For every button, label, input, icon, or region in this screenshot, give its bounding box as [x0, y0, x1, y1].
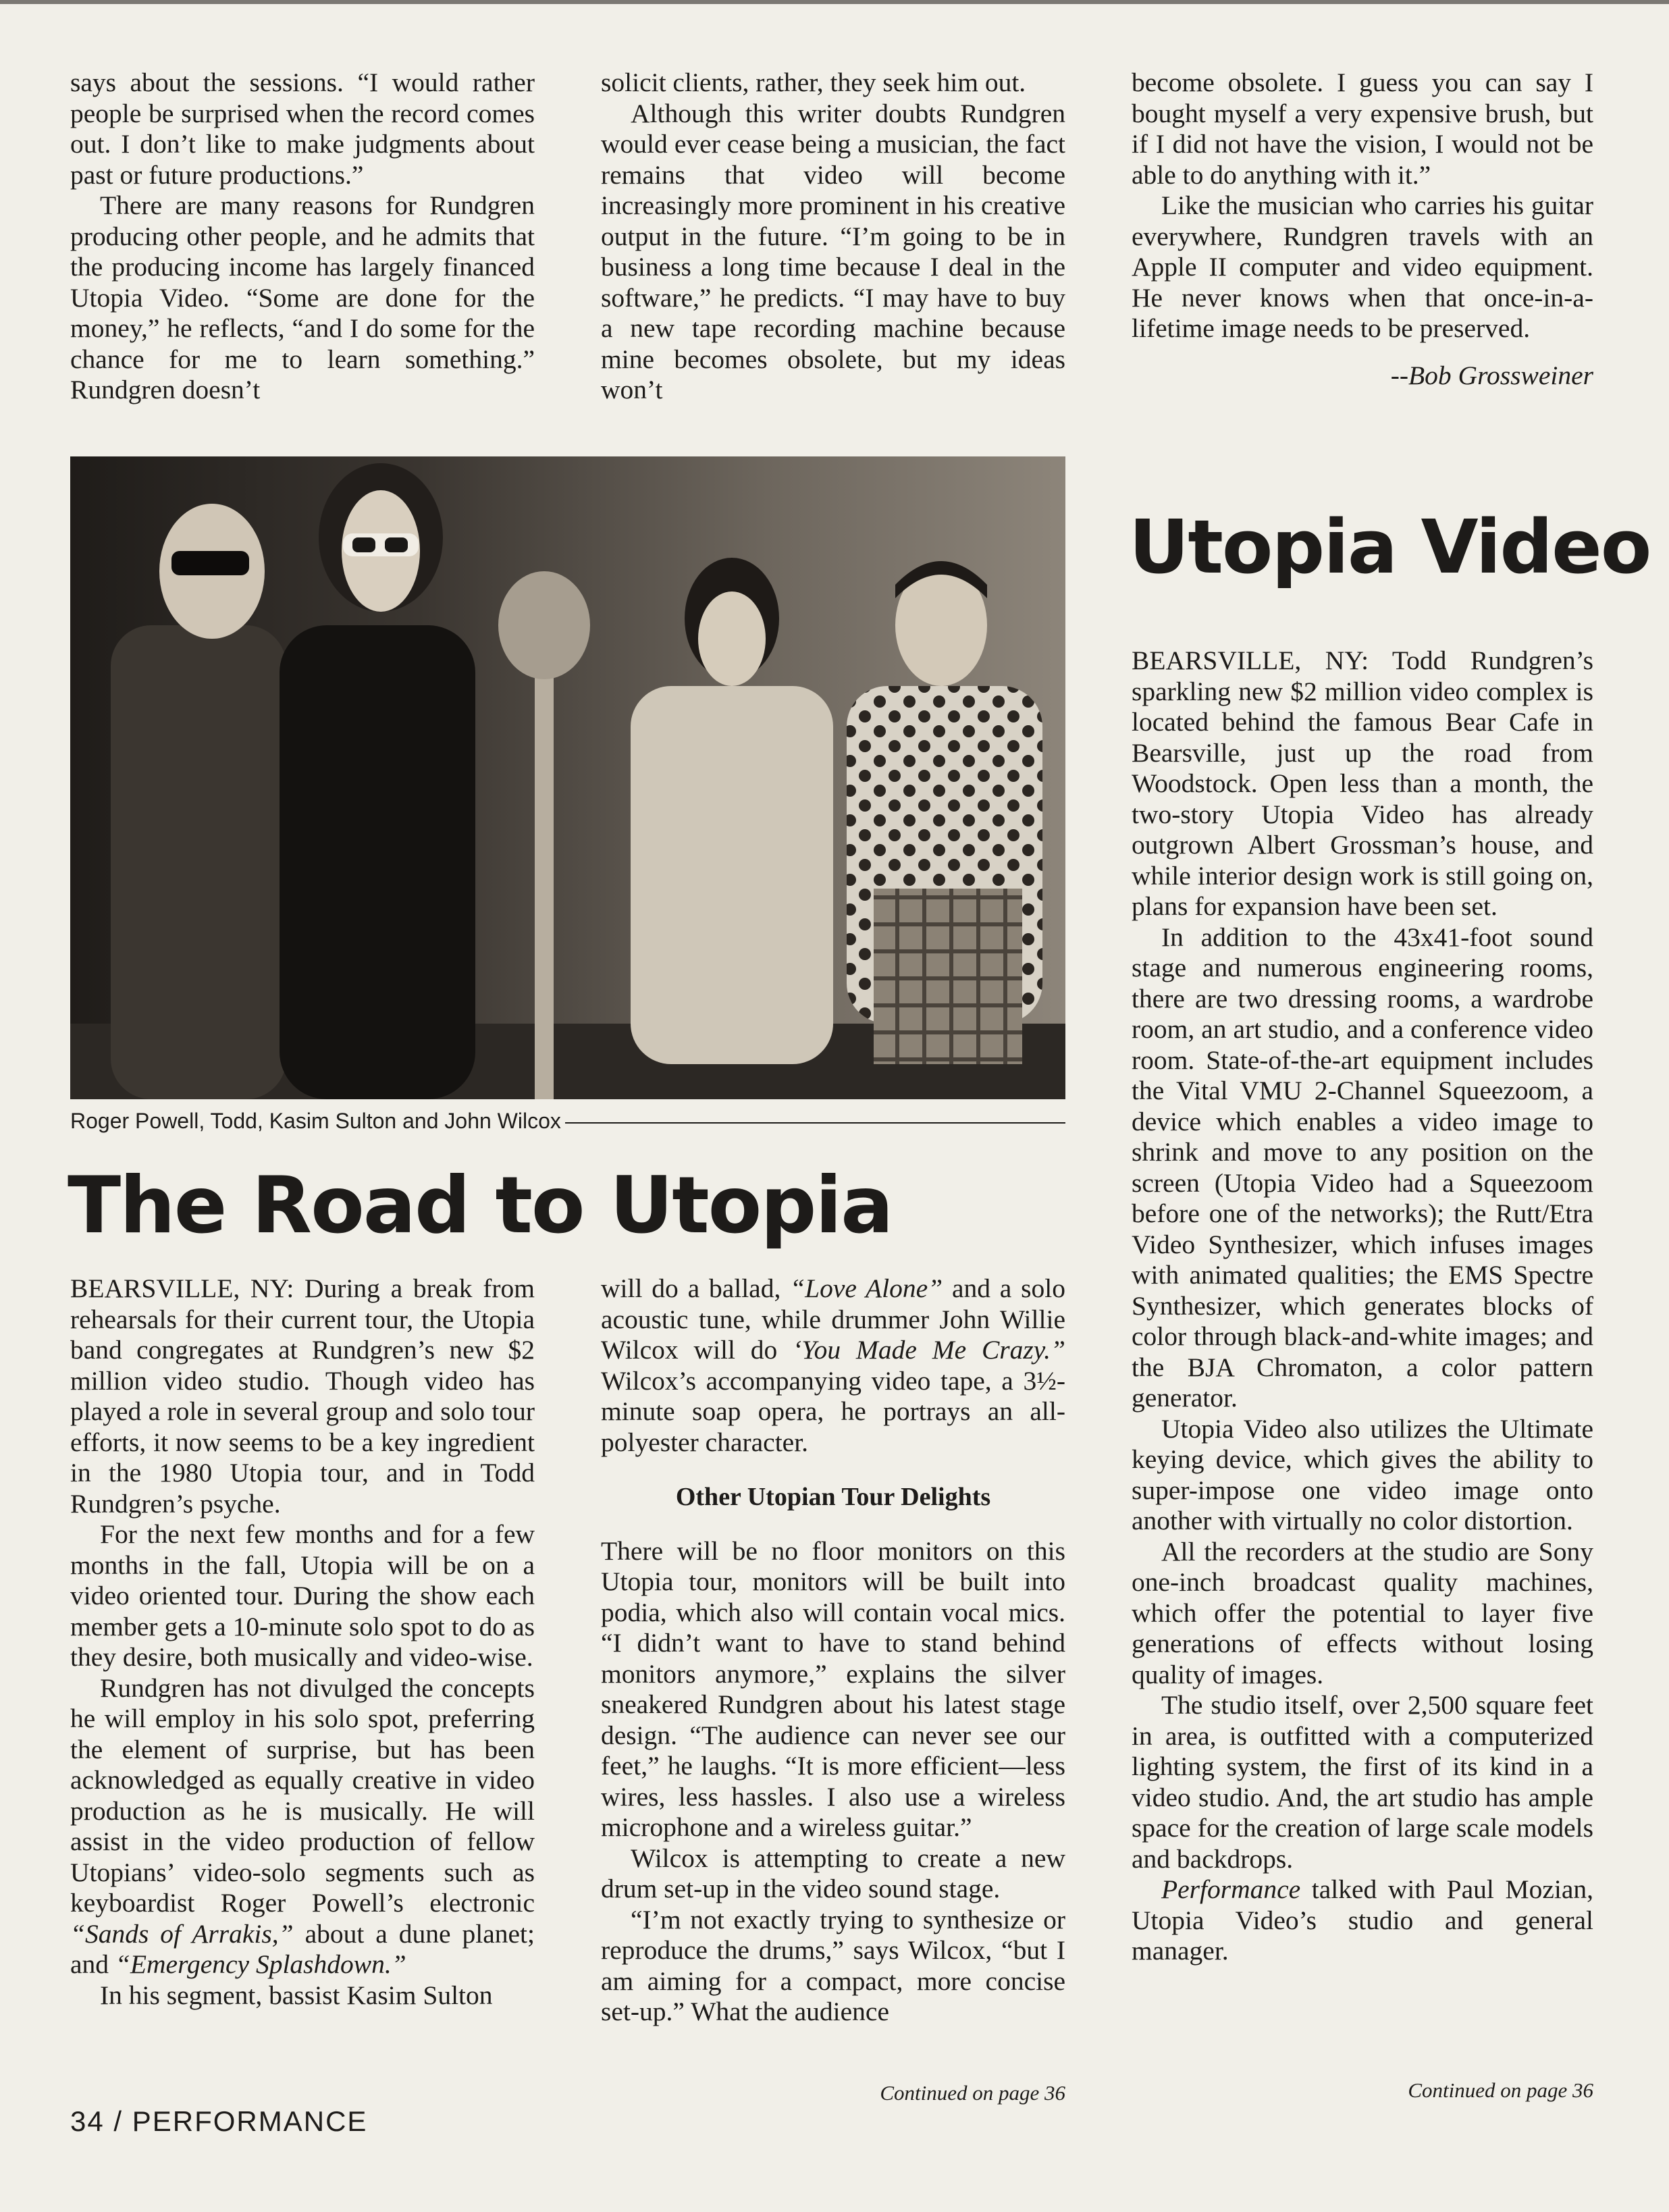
road-column-1 — [70, 1273, 535, 2011]
paragraph: will do a ballad, “Love Alone” and a solo acoustic tune, while drummer John Willie Wilcox will do ‘You Made Me Crazy.” Wilcox’s accompanying video tape, a 3½-minute soap opera, he portrays an all-polyester character. — [601, 1273, 1065, 1457]
title-emphasis: “Love Alone” — [790, 1273, 943, 1303]
paragraph: There will be no floor monitors on this Utopia tour, monitors will be built into podia, which also will contain vocal mics. “I didn’t want to have to stand behind monitors anymore,” explains the silver sneakered Rundgren about his latest stage design. “The audience can never see our feet,” he laughs. “It is more efficient—less wires, less hassles. I also use a wireless microphone and a wireless guitar.” — [601, 1535, 1065, 1842]
video-column — [1132, 646, 1593, 1967]
band-photo — [70, 456, 1065, 1099]
paragraph: BEARSVILLE, NY: Todd Rundgren’s sparkling new $2 million video complex is located behind the famous Bear Cafe in Bearsville, just up the road from Woodstock. Open less than a month, the two-story Utopia Video has already outgrown Albert Grossman’s house, and while interior design work is still going on, plans for expansion have been set. — [1132, 646, 1593, 921]
paragraph: “I’m not exactly trying to synthesize or reproduce the drums,” says Wilcox, “but I am aiming for a compact, more concise set-up.” What the audience — [601, 1904, 1065, 2026]
paragraph: In his segment, bassist Kasim Sulton — [100, 1980, 493, 2010]
paragraph: All the recorders at the studio are Sony one-inch broadcast quality machines, which offer the potential to layer five generations of effects without losing quality of images. — [1132, 1536, 1593, 1689]
paragraph: Although this writer doubts Rundgren would ever cease being a musician, the fact remains that video will become increasingly more prominent in his creative output in the future. “I’m going to be in business a long time because I deal in the software,” he predicts. “I may have to buy a new tape recording machine because mine becomes obsolete, but my ideas won’t — [601, 98, 1065, 404]
subheading: Other Utopian Tour Delights — [675, 1483, 991, 1511]
paragraph: Performance talked with Paul Mozian, Utopia Video’s studio and general manager. — [1132, 1874, 1593, 1966]
paragraph: In addition to the 43x41-foot sound stage and numerous engineering rooms, there are two dressing rooms, a wardrobe room, an art studio, and a conference video room. State-of-the-art equipment includes the Vital VMU 2-Channel Squeezoom, a device which enables a video image to shrink and move to any position on the screen (Utopia Video had a Squeezoom before one of the networks); the Rutt/Etra Video Synthesizer, which infuses images with animated qualities; the EMS Spectre Synthesizer, which generates blocks of color through black-and-white images; and the BJA Chromaton, a color pattern generator. — [1132, 922, 1593, 1413]
paragraph: solicit clients, rather, they seek him out. — [601, 68, 1026, 97]
top-column-3 — [1132, 68, 1593, 391]
paragraph: become obsolete. I guess you can say I bought myself a very expensive brush, but if I did not have the vision, I would not be able to do anything with it.” — [1132, 68, 1593, 190]
paragraph: There are many reasons for Rundgren producing other people, and he admits that the producing income has largely financed Utopia Video. “Some are done for the money,” he reflects, “and I do some for the chance for me to learn something.” Rundgren doesn’t — [70, 190, 535, 404]
magazine-name: Performance — [1161, 1874, 1301, 1904]
top-column-2 — [601, 68, 1065, 406]
photo-caption — [70, 1107, 1065, 1134]
caption-rule — [565, 1122, 1065, 1124]
continued-notice: Continued on page 36 — [880, 2081, 1065, 2105]
paragraph: The studio itself, over 2,500 square feet in area, is outfitted with a computerized lighting system, the first of its kind in a video studio. And, the art studio has ample space for the creation of large scale models and backdrops. — [1132, 1690, 1593, 1874]
paragraph: Rundgren has not divulged the concepts he will employ in his solo spot, preferring the element of surprise, but has been acknowledged as equally creative in video production as he is musically. He will assist in the video production of fellow Utopians’ video-solo segments such as keyboardist Roger Powell’s electronic “Sands of Arrakis,” about a dune planet; and “Emergency Splashdown.” — [70, 1673, 535, 1979]
continued-notice: Continued on page 36 — [1408, 2078, 1593, 2102]
page-footer: 34 / PERFORMANCE — [70, 2105, 368, 2137]
headline-road-to-utopia: The Road to Utopia — [68, 1160, 893, 1251]
top-column-1 — [70, 68, 535, 406]
headline-utopia-video: Utopia Video — [1129, 504, 1651, 590]
caption-text: Roger Powell, Todd, Kasim Sulton and John Wilcox — [70, 1109, 561, 1133]
title-emphasis: “Sands of Arrakis,” — [70, 1918, 294, 1949]
paragraph: Utopia Video also utilizes the Ultimate keying device, which gives the ability to super-impose one video image onto another with virtually no color distortion. — [1132, 1413, 1593, 1535]
paragraph: Like the musician who carries his guitar everywhere, Rundgren travels with an Apple II computer and video equipment. He never knows when that once-in-a-lifetime image needs to be preserved. — [1132, 190, 1593, 343]
paragraph: For the next few months and for a few months in the fall, Utopia will be on a video oriented tour. During the show each member gets a 10-minute solo spot to do as they desire, both musically and video-wise. — [70, 1519, 535, 1672]
author-byline: --Bob Grossweiner — [1390, 360, 1593, 390]
title-emphasis: “Emergency Splashdown.” — [115, 1949, 406, 1979]
paragraph: says about the sessions. “I would rather people be surprised when the record comes out. I don’t like to make judgments about past or future productions.” — [70, 68, 535, 190]
road-column-2 — [601, 1273, 1065, 2028]
top-border — [0, 0, 1669, 4]
paragraph: Wilcox is attempting to create a new drum set-up in the video sound stage. — [601, 1843, 1065, 1903]
title-emphasis: ‘You Made Me Crazy.” — [793, 1335, 1065, 1365]
paragraph: BEARSVILLE, NY: During a break from rehearsals for their current tour, the Utopia band congregates at Rundgren’s new $2 million video studio. Though video has played a role in several group and solo tour efforts, it now seems to be a key ingredient in the 1980 Utopia tour, and in Todd Rundgren’s psyche. — [70, 1273, 535, 1519]
